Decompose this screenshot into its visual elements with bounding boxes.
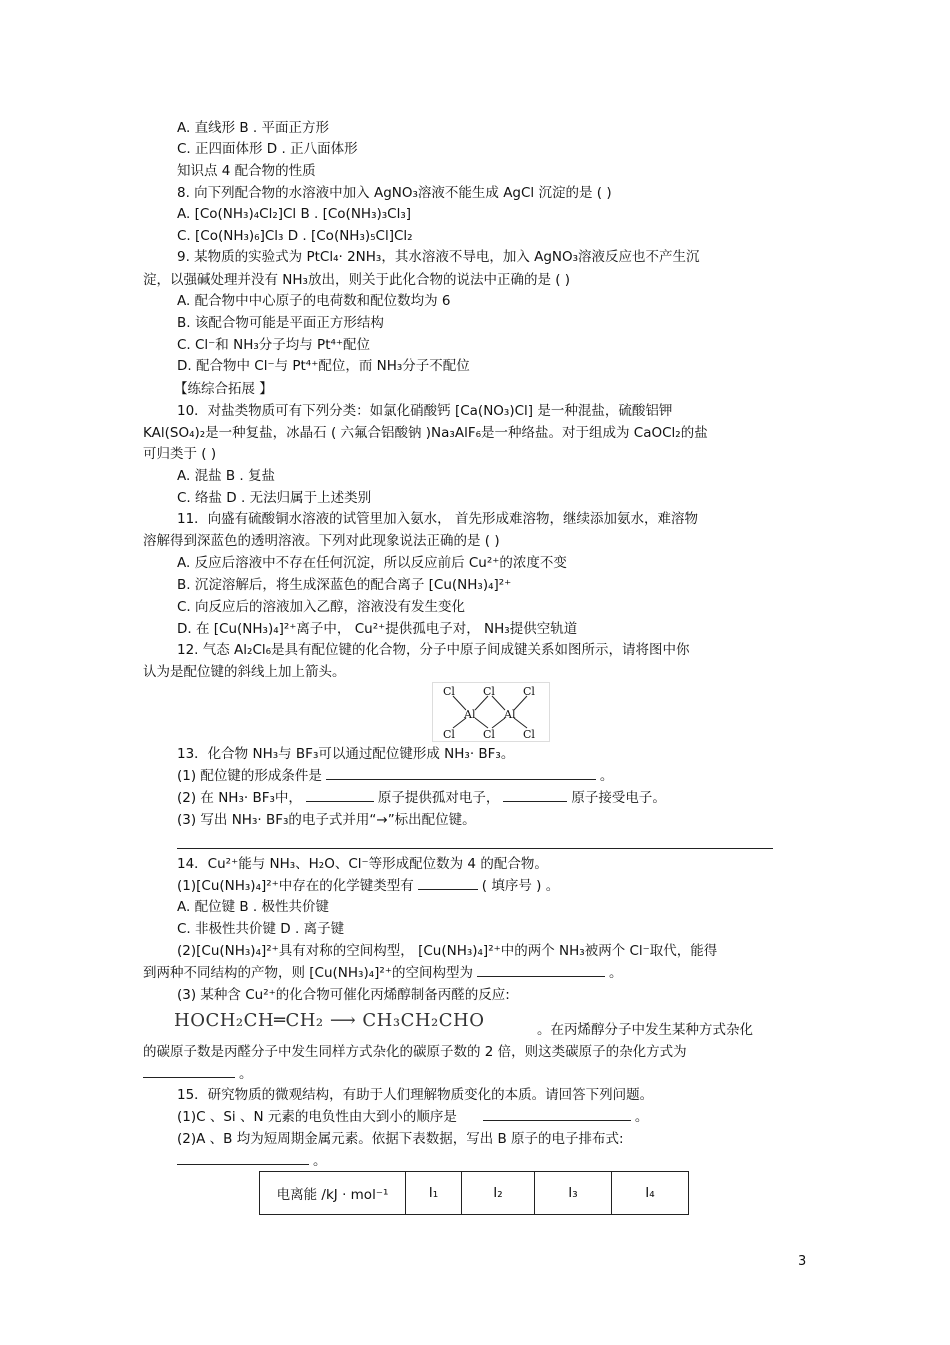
cl-atom: Cl (483, 728, 495, 741)
answer-blank[interactable] (143, 1065, 235, 1078)
table-header-cell: I₃ (535, 1172, 612, 1215)
answer-blank[interactable] (418, 877, 478, 890)
question-15: 15．研究物质的微观结构，有助于人们理解物质变化的本质。请回答下列问题。 (177, 1087, 654, 1103)
line: 可归类于 ( ) (143, 446, 217, 462)
line: (3) 写出 NH₃· BF₃的电子式并用“→”标出配位键。 (177, 812, 476, 828)
line: 的碳原子数是丙醛分子中发生同样方式杂化的碳原子数的 2 倍，则这类碳原子的杂化方式为 (143, 1044, 687, 1060)
answer-blank[interactable] (306, 789, 374, 802)
reaction-equation: HOCH₂CH═CH₂ ⟶ CH₃CH₂CHO (174, 1010, 485, 1031)
al-atom: Al (464, 708, 476, 721)
option-a: A. [Co(NH₃)₄Cl₂]Cl B . [Co(NH₃)₃Cl₃] (177, 206, 412, 222)
option-c: C. 非极性共价键 D . 离子键 (177, 921, 345, 937)
al2cl6-diagram (433, 683, 549, 741)
line: A. 直线形 B . 平面正方形 (177, 120, 330, 136)
line-text: (2) 在 NH₃· BF₃中， (177, 790, 302, 806)
answer-blank[interactable] (483, 1108, 631, 1121)
option-a: A. 混盐 B . 复盐 (177, 468, 276, 484)
line: 淀，以强碱处理并没有 NH₃放出，则关于此化合物的说法中正确的是 ( ) (143, 272, 571, 288)
line: (2)A 、B 均为短周期金属元素。依据下表数据，写出 B 原子的电子排布式: (177, 1131, 624, 1147)
question-13: 13．化合物 NH₃与 BF₃可以通过配位键形成 NH₃· BF₃。 (177, 746, 515, 762)
line-text: 原子提供孤对电子， (377, 790, 500, 806)
question-9: 9. 某物质的实验式为 PtCl₄· 2NH₃，其水溶液不导电，加入 AgNO₃溶液反应也不产生沉 (177, 249, 700, 265)
line-text: 到两种不同结构的产物，则 [Cu(NH₃)₄]²⁺的空间构型为 (143, 965, 473, 981)
al2cl6-structure-figure (432, 682, 550, 742)
section-heading: 【练综合拓展 】 (174, 381, 273, 397)
question-8: 8. 向下列配合物的水溶液中加入 AgNO₃溶液不能生成 AgCl 沉淀的是 ( ) (177, 185, 612, 201)
blank-line: (1)C 、Si 、N 元素的电负性由大到小的顺序是 。 (177, 1109, 649, 1125)
question-14: 14．Cu²⁺能与 NH₃、H₂O、Cl⁻等形成配位数为 4 的配合物。 (177, 856, 548, 872)
table-header-cell: I₄ (612, 1172, 689, 1215)
blank-line: (1) 配位键的形成条件是 。 (177, 768, 614, 784)
table-header-cell: I₁ (406, 1172, 462, 1215)
line: (2)[Cu(NH₃)₄]²⁺具有对称的空间构型， [Cu(NH₃)₄]²⁺中的两个 NH₃被两个 Cl⁻取代，能得 (177, 943, 718, 959)
blank-line: 。 (143, 1065, 253, 1083)
line: KAl(SO₄)₂是一种复盐，冰晶石 ( 六氟合铝酸钠 )Na₃AlF₆是一种络盐。对于组成为 CaOCl₂的盐 (143, 425, 708, 441)
line: 。在丙烯醇分子中发生某种方式杂化 (537, 1022, 753, 1038)
option-c: C. Cl⁻和 NH₃分子均与 Pt⁴⁺配位 (177, 337, 371, 353)
option-c: C. 向反应后的溶液加入乙醇，溶液没有发生变化 (177, 599, 466, 615)
line-text: (1) 配位键的形成条件是 (177, 768, 322, 784)
blank-line (177, 877, 559, 895)
line-text: (1)C 、Si 、N 元素的电负性由大到小的顺序是 (177, 1109, 457, 1125)
blank-line (177, 1152, 327, 1170)
answer-blank[interactable] (503, 789, 567, 802)
option-c: C. 络盐 D . 无法归属于上述类别 (177, 490, 372, 506)
option-b: B. 沉淀溶解后，将生成深蓝色的配合离子 [Cu(NH₃)₄]²⁺ (177, 577, 512, 593)
option-d: D. 在 [Cu(NH₃)₄]²⁺离子中， Cu²⁺提供孤电子对， NH₃提供空轨道 (177, 621, 578, 637)
answer-blank[interactable] (326, 767, 596, 780)
line-text: 。 (313, 1153, 327, 1169)
line: (3) 某种含 Cu²⁺的化合物可催化丙烯醇制备丙醛的反应: (177, 987, 510, 1003)
blank-line (177, 789, 666, 807)
table-row (260, 1172, 689, 1215)
cl-atom: Cl (523, 685, 535, 698)
ionization-energy-table (259, 1171, 689, 1215)
question-10: 10．对盐类物质可有下列分类：如氯化硝酸钙 [Ca(NO₃)Cl] 是一种混盐，硫酸铝钾 (177, 403, 673, 419)
blank-line: 到两种不同结构的产物，则 [Cu(NH₃)₄]²⁺的空间构型为 。 (143, 965, 623, 981)
page-number: 3 (798, 1254, 807, 1269)
option-a: A. 配位键 B . 极性共价键 (177, 899, 330, 915)
line-text: (1)[Cu(NH₃)₄]²⁺中存在的化学键类型有 (177, 878, 414, 894)
al-atom: Al (504, 708, 516, 721)
line-text: ( 填序号 ) 。 (481, 878, 560, 894)
question-12: 12. 气态 Al₂Cl₆是具有配位键的化合物，分子中原子间成键关系如图所示，请将图中你 (177, 642, 690, 658)
cl-atom: Cl (443, 685, 455, 698)
line-text: 原子接受电子。 (571, 790, 666, 806)
line: C. 正四面体形 D . 正八面体形 (177, 141, 358, 157)
option-d: D. 配合物中 Cl⁻与 Pt⁴⁺配位，而 NH₃分子不配位 (177, 358, 470, 374)
cl-atom: Cl (483, 685, 495, 698)
table-header-cell: I₂ (462, 1172, 535, 1215)
answer-rule[interactable] (177, 848, 773, 849)
option-c: C. [Co(NH₃)₆]Cl₃ D . [Co(NH₃)₅Cl]Cl₂ (177, 228, 413, 244)
line: 认为是配位键的斜线上加上箭头。 (143, 664, 346, 680)
option-b: B. 该配合物可能是平面正方形结构 (177, 315, 384, 331)
cl-atom: Cl (523, 728, 535, 741)
answer-blank[interactable] (477, 964, 605, 977)
table-header-cell: 电离能 /kJ · mol⁻¹ (260, 1172, 406, 1215)
line: 溶解得到深蓝色的透明溶液。下列对此现象说法正确的是 ( ) (143, 533, 500, 549)
option-a: A. 反应后溶液中不存在任何沉淀，所以反应前后 Cu²⁺的浓度不变 (177, 555, 567, 571)
answer-blank[interactable] (177, 1152, 309, 1165)
section-heading: 知识点 4 配合物的性质 (177, 163, 316, 179)
question-11: 11．向盛有硫酸铜水溶液的试管里加入氨水， 首先形成难溶物，继续添加氨水，难溶物 (177, 511, 698, 527)
cl-atom: Cl (443, 728, 455, 741)
option-a: A. 配合物中中心原子的电荷数和配位数均为 6 (177, 293, 451, 309)
